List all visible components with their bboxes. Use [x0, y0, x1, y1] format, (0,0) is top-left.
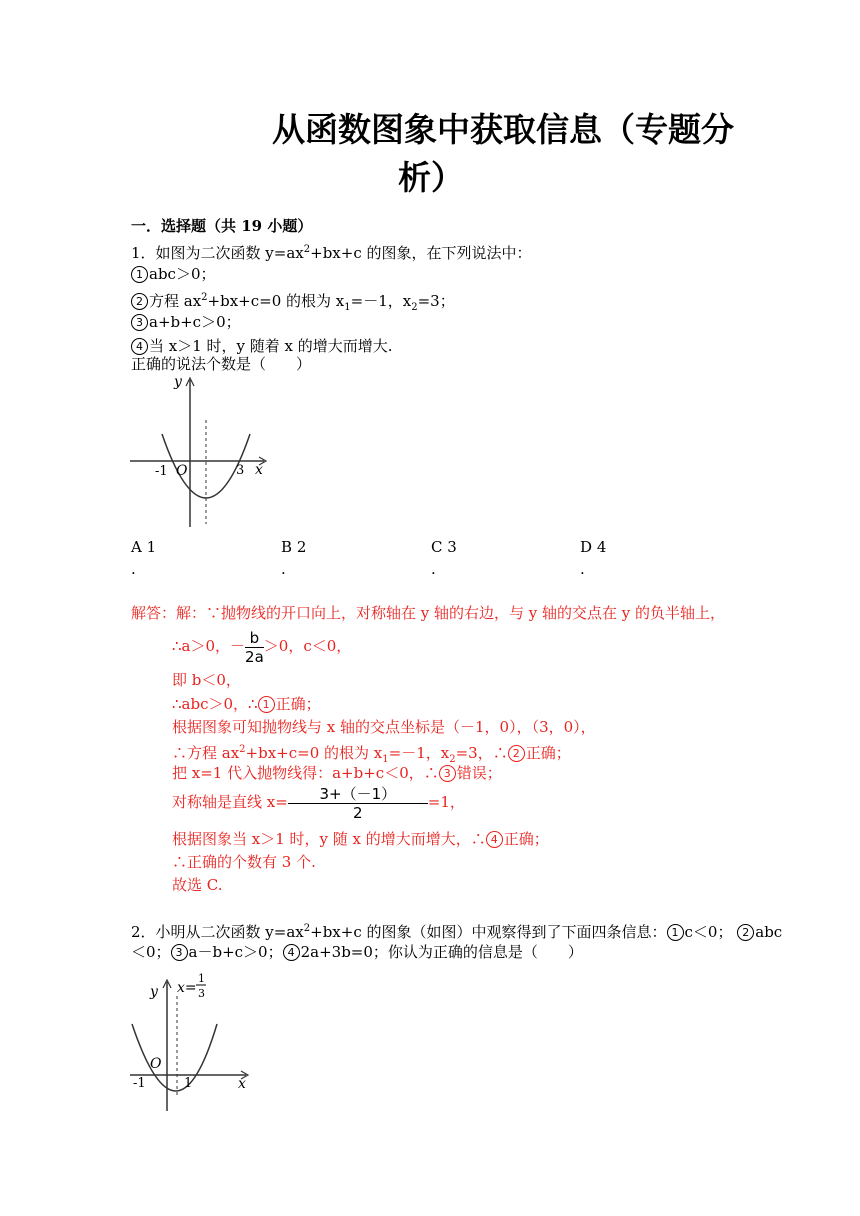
q1-option-b[interactable]: B 2 .: [281, 538, 307, 578]
q1-option-a[interactable]: A 1 .: [131, 538, 157, 578]
section-heading: 一．选择题（共 19 小题）: [131, 217, 313, 235]
q1-option-d[interactable]: D 4 .: [580, 538, 607, 578]
axis-label-den: 3: [198, 987, 205, 1000]
solution-line-5: 根据图象可知抛物线与 x 轴的交点坐标是（－1，0），（3，0），: [172, 718, 596, 736]
axis-label: x=: [177, 980, 197, 996]
origin-label: O: [176, 463, 188, 479]
solution-line-2: ∴a＞0，－ $\frac{b}{2a}$ ＞0，c＜0，: [172, 628, 352, 666]
q1-option-c[interactable]: C 3 .: [431, 538, 457, 578]
solution-line-4: ∴abc＞0，∴ 1 正确；: [172, 695, 321, 713]
q2-stem-line-1: 2．小明从二次函数 $y=ax^2+bx+c$ 的图象（如图）中观察得到了下面四条信息： 1 c＜0； 2 abc: [131, 923, 783, 941]
x-label: x: [238, 1076, 246, 1092]
q1-graph: [128, 372, 268, 532]
doc-title-line2: 析）: [398, 158, 464, 197]
y-label: y: [174, 374, 182, 390]
doc-title-line1: 从函数图象中获取信息（专题分: [272, 110, 734, 149]
solution-line-11: 故选 C.: [172, 876, 223, 894]
q1-item-3: 3 a+b+c＞0；: [131, 311, 241, 333]
y-label: y: [150, 984, 158, 1000]
solution-line-7: 把 x=1 代入抛物线得：a+b+c＜0，∴ 3 错误；: [172, 764, 502, 782]
x-label: x: [255, 462, 263, 478]
solution-line-9: 根据图象当 x＞1 时，y 随 x 的增大而增大，∴ 4 正确；: [172, 830, 549, 848]
origin-label: O: [150, 1056, 162, 1072]
pos-tick-label: 1: [184, 1076, 193, 1091]
solution-line-6: ∴方程 $ax^2+bx+c=0$ 的根为 $x_1=-1$，$x_2=3$，∴ 2 正确；: [172, 744, 571, 765]
q1-item-2: 2 方程 $ax^2+bx+c=0$ 的根为 $x_1=-1$，$x_2=3$；: [131, 287, 455, 319]
solution-line-8: 对称轴是直线 x= $\frac{3+(-1)}{2}$ =1，: [172, 784, 465, 822]
q2-stem-line-2: ＜0； 3 a－b+c＞0； 4 2a+3b=0；你认为正确的信息是（ ）: [131, 943, 583, 961]
solution-line-3: 即 b＜0，: [172, 671, 241, 689]
q1-item-4: 4 当 x＞1 时，y 随着 x 的增大而增大.: [131, 335, 393, 357]
axis-label-num: 1: [198, 972, 205, 985]
neg-tick-label: -1: [155, 464, 168, 479]
solution-line-1: 解答：解：∵抛物线的开口向上，对称轴在 y 轴的右边，与 y 轴的交点在 y 的负半轴上，: [131, 604, 726, 622]
q1-stem: 1．如图为二次函数 $y=ax^2+bx+c$ 的图象，在下列说法中：: [131, 244, 532, 262]
pos-tick-label: 3: [236, 463, 245, 478]
solution-line-10: ∴正确的个数有 3 个.: [172, 853, 316, 871]
q1-item-1: 1 abc＞0；: [131, 263, 216, 285]
neg-tick-label: -1: [133, 1076, 146, 1091]
q2-graph: [128, 968, 258, 1118]
q1-ask: 正确的说法个数是（ ）: [131, 355, 312, 373]
